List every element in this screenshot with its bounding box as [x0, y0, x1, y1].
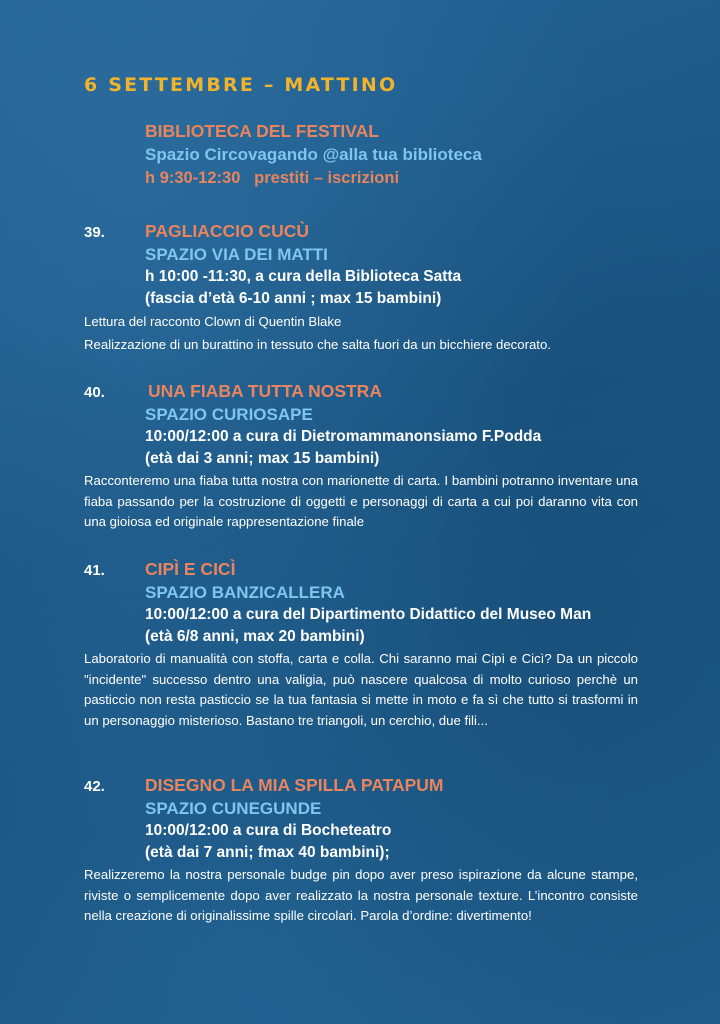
event-number: 41. — [84, 562, 105, 579]
event-detail-time: 10:00/12:00 a cura di Bocheteatro — [145, 822, 392, 839]
event-description-line: Lettura del racconto Clown di Quentin Blake — [84, 314, 342, 329]
page-title: 6 SETTEMBRE – MATTINO — [84, 74, 398, 96]
event-number: 42. — [84, 778, 105, 795]
event-number: 39. — [84, 224, 105, 241]
event-detail-age: (età 6/8 anni, max 20 bambini) — [145, 628, 365, 645]
library-activities: prestiti – iscrizioni — [254, 169, 400, 187]
event-detail-time: 10:00/12:00 a cura di Dietromammanonsiamo F.Podda — [145, 428, 542, 445]
event-description-line: Realizzazione di un burattino in tessuto che salta fuori da un bicchiere decorato. — [84, 337, 551, 352]
event-description: Realizzeremo la nostra personale budge pin dopo aver preso ispirazione da alcune stampe, riviste o semplicemente dopo aver realizzato la nostra personale texture. L’incontro consiste nella creazione di originalissime spille circolari. Parola d’ordine: divertimento! — [84, 867, 638, 924]
event-space: SPAZIO BANZICALLERA — [145, 583, 345, 602]
event-title: DISEGNO LA MIA SPILLA PATAPUM — [145, 775, 444, 795]
event-number: 40. — [84, 384, 105, 401]
library-space: Spazio Circovagando @alla tua biblioteca — [145, 145, 482, 164]
event-description: Racconteremo una fiaba tutta nostra con marionette di carta. I bambini potranno inventare una fiaba passando per la costruzione di oggetti e personaggi di carta a cui poi daranno vita con una gioiosa ed originale rappresentazione finale — [84, 473, 638, 530]
library-time: h 9:30-12:30 — [145, 169, 241, 187]
event-detail-time: 10:00/12:00 a cura del Dipartimento Didattico del Museo Man — [145, 606, 592, 623]
event-title: CIPÌ E CICÌ — [145, 559, 236, 579]
event-title: PAGLIACCIO CUCÙ — [145, 221, 309, 241]
event-detail-age: (fascia d’età 6-10 anni ; max 15 bambini) — [145, 290, 442, 307]
event-detail-age: (età dai 7 anni; fmax 40 bambini); — [145, 844, 390, 861]
event-space: SPAZIO CUNEGUNDE — [145, 799, 322, 818]
library-title: BIBLIOTECA DEL FESTIVAL — [145, 121, 379, 141]
library-hours — [145, 166, 482, 190]
event-space: SPAZIO VIA DEI MATTI — [145, 245, 328, 264]
event-space: SPAZIO CURIOSAPE — [145, 405, 313, 424]
event-description: Laboratorio di manualità con stoffa, carta e colla. Chi saranno mai Cipì e Cicì? Da un piccolo "incidente" successo dentro una valigia, può nascere qualcosa di molto curioso perchè un pasticcio non resta pasticcio se la tua fantasia si mette in moto e fa sì che tutto si trasformi in un personaggio misterioso. Bastano tre triangoli, un cerchio, due fili... — [84, 651, 638, 728]
event-detail-time: h 10:00 -11:30, a cura della Biblioteca Satta — [145, 268, 462, 285]
event-title: UNA FIABA TUTTA NOSTRA — [148, 381, 382, 401]
event-detail-age: (età dai 3 anni; max 15 bambini) — [145, 450, 380, 467]
